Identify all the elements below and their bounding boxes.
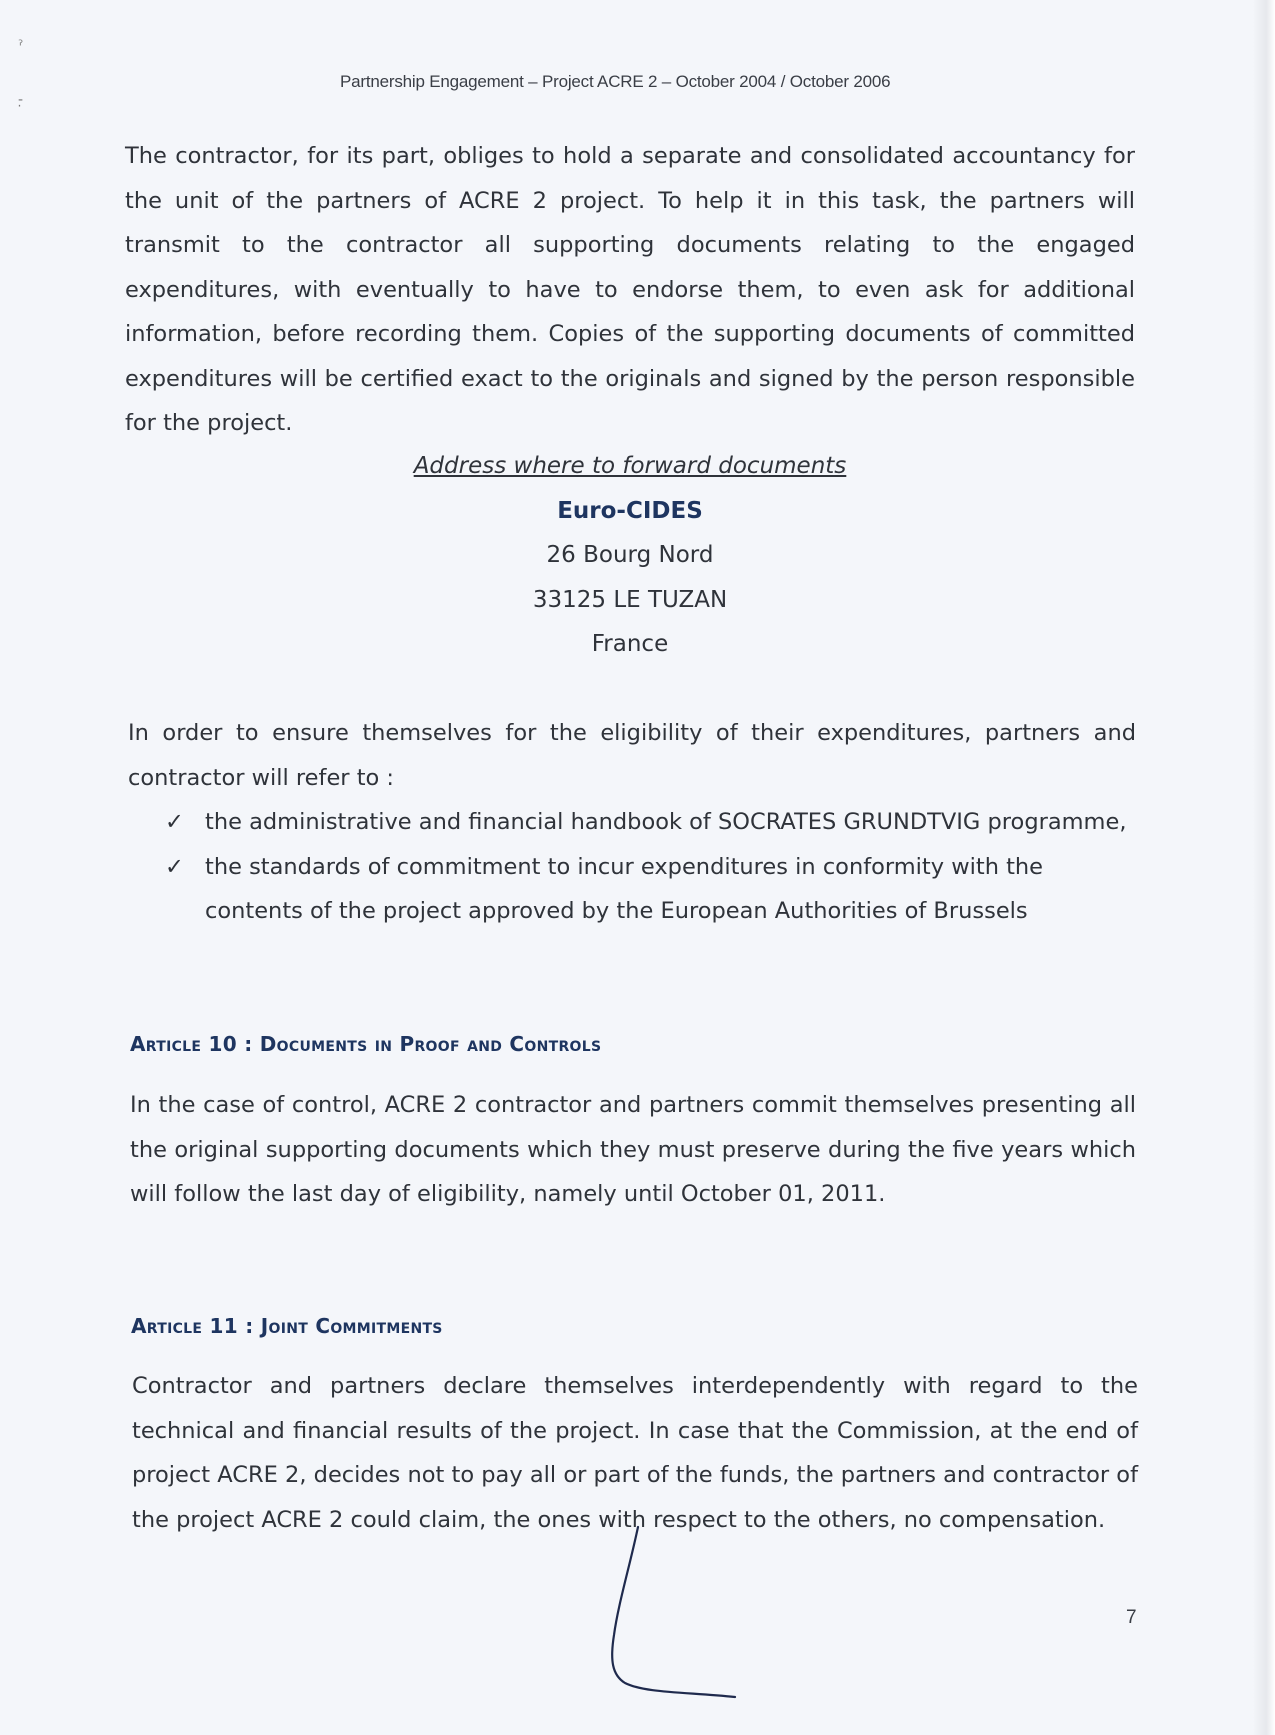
check-mark-icon: ✓ [165, 809, 184, 835]
forwarding-address-block [330, 444, 930, 667]
address-organization: Euro-CIDES [557, 497, 703, 524]
reference-list [165, 800, 1140, 934]
address-street: 26 Bourg Nord [546, 542, 714, 568]
page-edge-shadow [1253, 0, 1275, 1735]
check-mark-icon: ✓ [165, 853, 184, 880]
running-header: Partnership Engagement – Project ACRE 2 – October 2004 / October 2006 [340, 72, 891, 91]
handwritten-signature [600, 1525, 750, 1705]
address-title: Address where to forward documents [413, 453, 847, 479]
eligibility-paragraph: In order to ensure themselves for the eligibility of their expenditures, partners and contractor will refer to : [128, 720, 1136, 791]
article-11-paragraph: Contractor and partners declare themselves interdependently with regard to the technical and financial results of the project. In case that the Commission, at the end of project ACRE 2, decides not to pay all or part of the funds, the partners and contractor of the project ACRE 2 could claim, the ones with respect to the others, no compensation. [132, 1373, 1138, 1533]
list-item-text: the administrative and financial handbook of SOCRATES GRUNDTVIG programme, [205, 809, 1127, 835]
address-country: France [591, 631, 669, 657]
list-item [165, 800, 1140, 845]
list-item-text: the standards of commitment to incur expenditures in conformity with the contents of the project approved by the European Authorities of Brussels [205, 853, 1044, 924]
scan-speck: -̣ [18, 92, 24, 108]
address-city: 33125 LE TUZAN [532, 586, 728, 613]
page-number: 7 [1126, 1607, 1137, 1628]
article-11-heading: Article 11 : Joint Commitments [131, 1314, 443, 1338]
article-10-paragraph: In the case of control, ACRE 2 contractor and partners commit themselves presenting all the original supporting documents which they must preserve during the five years which will follow the last day of eligibility, namely until October 01, 2011. [130, 1092, 1136, 1207]
article-10-heading: Article 10 : Documents in Proof and Controls [130, 1032, 602, 1056]
list-item [165, 845, 1140, 934]
accountancy-paragraph: The contractor, for its part, obliges to hold a separate and consolidated accountancy for the unit of the partners of ACRE 2 project. To help it in this task, the partners will transmit to the contractor all supporting documents relating to the engaged expenditures, with eventually to have to endorse them, to even ask for additional information, before recording them. Copies of the supporting documents of committed expenditures will be certified exact to the originals and signed by the person responsible for the project. [125, 143, 1135, 436]
scan-speck: ˀ [18, 38, 24, 54]
